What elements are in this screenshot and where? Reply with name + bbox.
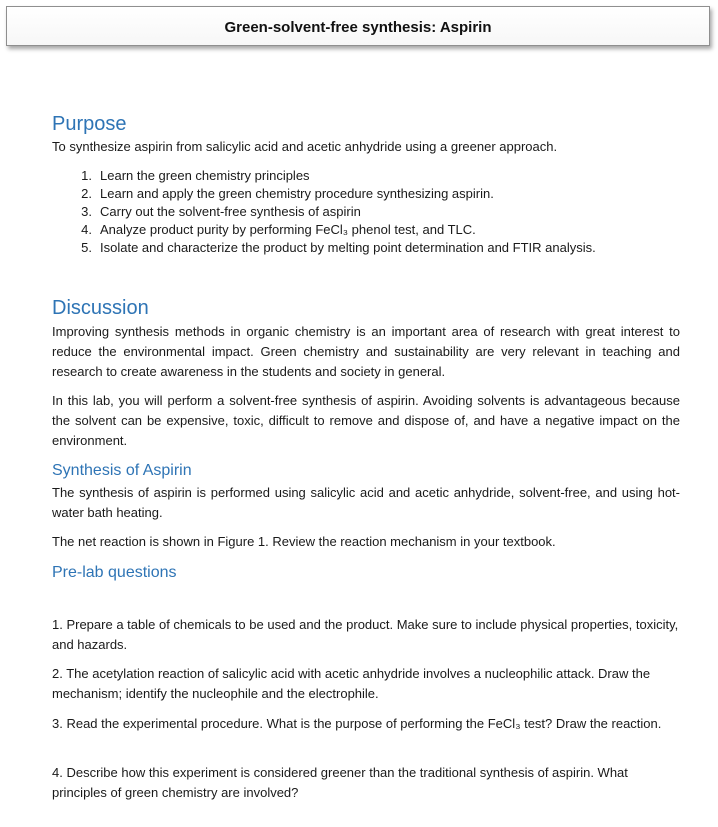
- purpose-heading: Purpose: [52, 113, 127, 135]
- synthesis-paragraph-1: The synthesis of aspirin is performed using salicylic acid and acetic anhydride, solvent-free, and using hot-water bath heating.: [52, 485, 680, 520]
- synthesis-heading: Synthesis of Aspirin: [52, 462, 192, 479]
- list-item: 5. Isolate and characterize the product by melting point determination and FTIR analysis.: [81, 240, 596, 255]
- synthesis-paragraph-2: The net reaction is shown in Figure 1. Review the reaction mechanism in your textbook.: [52, 534, 556, 549]
- prelab-heading: Pre-lab questions: [52, 564, 177, 581]
- prelab-question-1: 1. Prepare a table of chemicals to be used and the product. Make sure to include physical properties, toxicity, and hazards.: [52, 617, 679, 652]
- list-item: 3. Carry out the solvent-free synthesis of aspirin: [81, 204, 361, 219]
- discussion-heading: Discussion: [52, 297, 149, 319]
- discussion-paragraph-1: Improving synthesis methods in organic chemistry is an important area of research with great interest to reduce the environmental impact. Green chemistry and sustainability are very relevant in teaching and research to create awareness in the students and society in general.: [52, 324, 680, 379]
- title-box: [6, 6, 710, 46]
- prelab-question-2: 2. The acetylation reaction of salicylic acid with acetic anhydride involves a nucleophilic attack. Draw the mechanism; identify the nucleophile and the electrophile.: [52, 666, 651, 701]
- page-title: Green-solvent-free synthesis: Aspirin: [224, 19, 492, 36]
- list-item: 1. Learn the green chemistry principles: [81, 168, 310, 183]
- list-item: 2. Learn and apply the green chemistry procedure synthesizing aspirin.: [81, 186, 494, 201]
- prelab-question-4: 4. Describe how this experiment is considered greener than the traditional synthesis of aspirin. What principles of green chemistry are involved?: [52, 765, 628, 800]
- list-item: 4. Analyze product purity by performing FeCl₃ phenol test, and TLC.: [81, 222, 476, 237]
- prelab-question-3: 3. Read the experimental procedure. What is the purpose of performing the FeCl₃ test? Draw the reaction.: [52, 716, 662, 731]
- purpose-intro: To synthesize aspirin from salicylic acid and acetic anhydride using a greener approach.: [52, 139, 558, 154]
- purpose-list: [52, 167, 596, 257]
- discussion-paragraph-2: In this lab, you will perform a solvent-free synthesis of aspirin. Avoiding solvents is advantageous because the solvent can be expensive, toxic, difficult to remove and dispose of, and have a negative impact on the environment.: [52, 393, 680, 448]
